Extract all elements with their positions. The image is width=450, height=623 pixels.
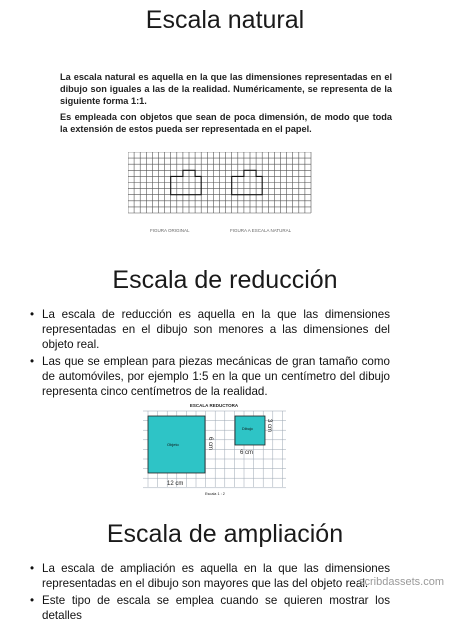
bullet-symbol: • <box>30 355 35 368</box>
slide-title-natural: Escala natural <box>145 6 305 34</box>
reduction-title: ESCALA REDUCTORA <box>189 403 239 408</box>
bullet-symbol: • <box>30 594 35 607</box>
grid-original <box>128 152 311 213</box>
slide-title-ampliacion: Escala de ampliación <box>106 520 344 548</box>
drawing-width-label: 6 cm <box>240 450 254 456</box>
paragraph-natural-usage: Es empleada con objetos que sean de poca dimensión, de modo que toda la extensión de estos pueda ser representada en el papel. <box>60 112 392 134</box>
object-label: Objeto <box>167 442 179 447</box>
scale-caption: Escala 1 : 2 <box>205 492 225 496</box>
bullet-reduccion-definition <box>30 307 390 352</box>
object-height-label: 6 cm <box>207 437 213 451</box>
bullet-text: La escala de ampliación es aquella en la que las dimensiones representadas en el dibujo son mayores que las del objeto real. <box>42 562 390 590</box>
object-width-label: 12 cm <box>167 481 184 487</box>
bullet-reduccion-usage <box>30 354 390 399</box>
paragraph-natural-definition: La escala natural es aquella en la que las dimensiones representadas en el dibujo son iguales a las de la realidad. Numéricamente, se representa de la siguiente forma 1:1. <box>60 72 392 106</box>
bullet-ampliacion-definition <box>30 561 390 591</box>
slide-title-reduccion: Escala de reducción <box>112 266 338 294</box>
drawing-height-label: 3 cm <box>266 419 272 433</box>
natural-scale-figure <box>128 152 312 234</box>
bullet-symbol: • <box>30 562 35 575</box>
bullet-ampliacion-usage <box>30 593 390 623</box>
caption-figura-escala-natural: FIGURA A ESCALA NATURAL <box>230 228 292 233</box>
bullet-text: Las que se emplean para piezas mecánicas de gran tamaño como de automóviles, por ejemplo 1:5 en la que un centímetro del dibujo representa cinco centímetros de la realidad. <box>42 355 390 398</box>
bullet-text: Este tipo de escala se emplea cuando se quieren mostrar los detalles <box>42 594 390 622</box>
reduction-scale-figure <box>143 401 286 498</box>
bullet-text: La escala de reducción es aquella en la que las dimensiones representadas en el dibujo son menores a las dimensiones del objeto real. <box>42 308 390 351</box>
drawing-label: Dibujo <box>242 427 253 431</box>
watermark: scribdassets.com <box>359 576 444 588</box>
bullet-symbol: • <box>30 308 35 321</box>
caption-figura-original: FIGURA ORIGINAL <box>150 228 190 233</box>
